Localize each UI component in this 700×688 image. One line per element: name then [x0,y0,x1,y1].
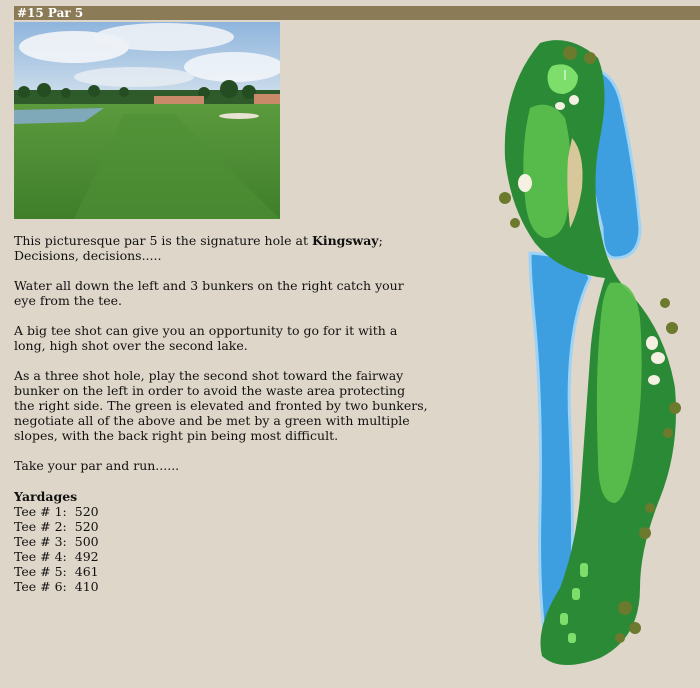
hole-layout-map [490,28,700,678]
tee-row: Tee # 6: 410 [14,579,99,594]
hole-description [14,233,429,488]
hole-title: #15 Par 5 [17,6,84,20]
tee-row: Tee # 5: 461 [14,564,99,579]
description-paragraph-3: A big tee shot can give you an opportunity to go for it with a long, high shot over the second lake. [14,323,398,353]
upper-fairway [523,105,571,238]
hole-title-bar [14,6,700,20]
description-paragraph-2: Water all down the left and 3 bunkers on the right catch your eye from the tee. [14,278,404,308]
course-name: Kingsway [311,233,379,248]
description-paragraph-5: Take your par and run...... [14,458,180,473]
hole-photo [14,22,280,219]
description-paragraph-1: This picturesque par 5 is the signature hole at Kingsway; Decisions, decisions..... [14,233,383,263]
tee-row: Tee # 1: 520 [14,504,99,519]
yardages-title: Yardages [14,489,78,504]
yardages-section [14,489,99,594]
tee-row: Tee # 4: 492 [14,549,99,564]
description-paragraph-4: As a three shot hole, play the second shot toward the fairway bunker on the left in order to avoid the waste area protecting the right side. The green is elevated and fronted by two bunkers, negotiate all of the above and be met by a green with multiple slopes, with the back right pin being most difficult. [14,368,428,443]
tee-row: Tee # 2: 520 [14,519,99,534]
tee-row: Tee # 3: 500 [14,534,99,549]
